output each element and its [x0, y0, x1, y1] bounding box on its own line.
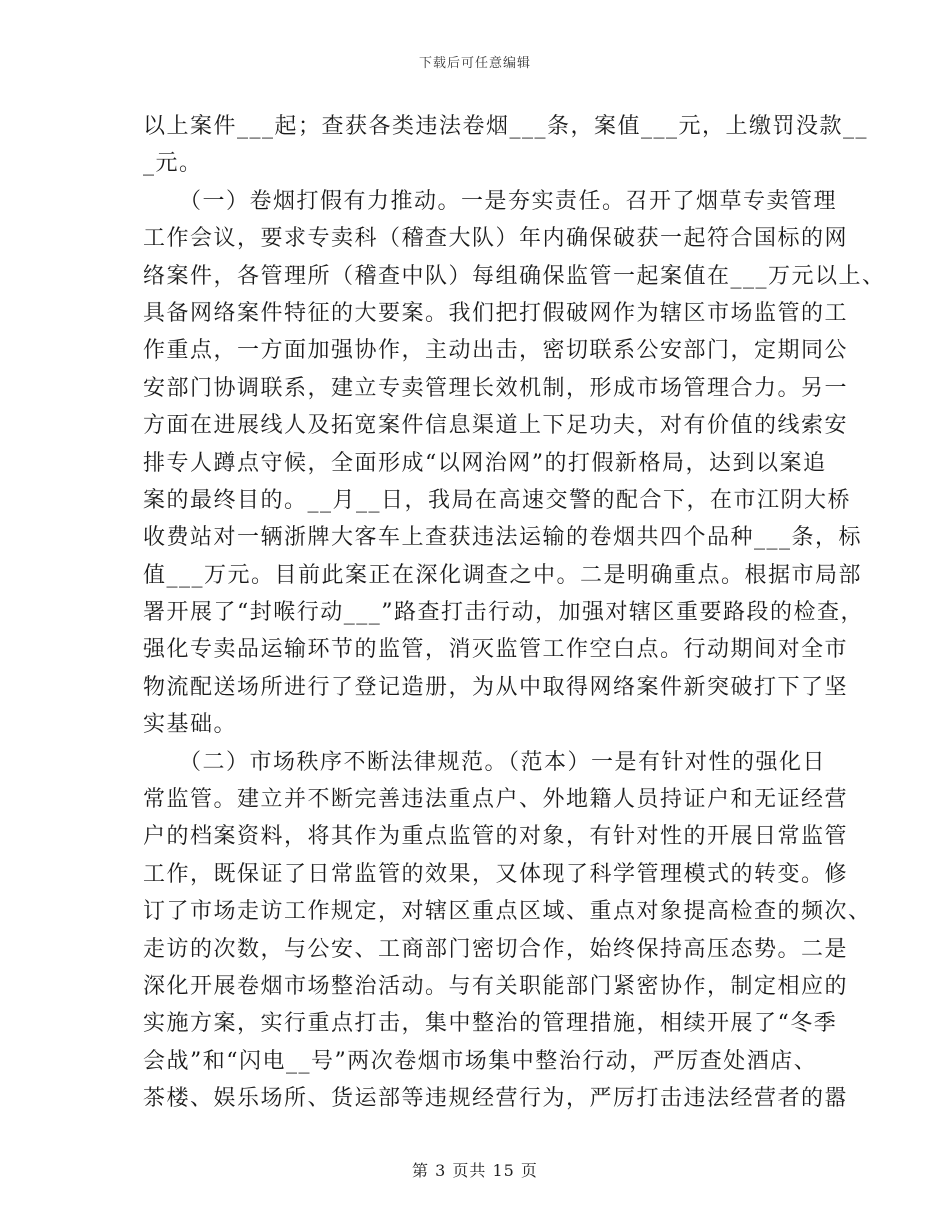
text-line: 实基础。 [143, 712, 238, 738]
text-line: 茶楼、娱乐场所、货运部等违规经营行为，严厉打击违法经营者的嚣 [143, 1086, 849, 1112]
text-line: 方面在进展线人及拓宽案件信息渠道上下足功夫，对有价值的线索安 [143, 413, 849, 439]
text-line: 值___万元。目前此案正在深化调查之中。二是明确重点。根据市局部 [143, 562, 863, 588]
text-line: 工作，既保证了日常监管的效果，又体现了科学管理模式的转变。修 [143, 861, 849, 887]
text-line: 工作会议，要求专卖科（稽查大队）年内确保破获一起符合国标的网 [143, 226, 849, 252]
text-line: 走访的次数，与公安、工商部门密切合作，始终保持高压态势。二是 [143, 936, 849, 962]
text-line: 络案件，各管理所（稽查中队）每组确保监管一起案值在___万元以上、 [143, 263, 886, 289]
page-header: 下载后可任意编辑 [418, 56, 531, 71]
text-line: 案的最终目的。__月__日，我局在高速交警的配合下，在市江阴大桥 [143, 487, 852, 513]
text-line: _元。 [143, 151, 203, 177]
text-line: 订了市场走访工作规定，对辖区重点区域、重点对象提高检查的频次、 [143, 899, 872, 925]
document-body [143, 108, 886, 1118]
text-line: 强化专卖品运输环节的监管，消灭监管工作空白点。行动期间对全市 [143, 637, 849, 663]
text-line: 实施方案，实行重点打击，集中整治的管理措施，相续开展了“冬季 [143, 1011, 838, 1037]
text-line: 具备网络案件特征的大要案。我们把打假破网作为辖区市场监管的工 [143, 300, 849, 326]
text-line: 收费站对一辆浙牌大客车上查获违法运输的卷烟共四个品种___条，标 [143, 525, 863, 551]
text-line: 作重点，一方面加强协作，主动出击，密切联系公安部门，定期同公 [143, 338, 849, 364]
text-line: 深化开展卷烟市场整治活动。与有关职能部门紧密协作，制定相应的 [143, 973, 849, 999]
text-line: 安部门协调联系，建立专卖管理长效机制，形成市场管理合力。另一 [143, 375, 849, 401]
text-line: 会战”和“闪电__号”两次卷烟市场集中整治行动，严厉查处酒店、 [143, 1048, 818, 1074]
text-line: 以上案件___起；查获各类违法卷烟___条，案值___元，上缴罚没款__ [143, 114, 869, 139]
text-line: （一）卷烟打假有力推动。一是夯实责任。召开了烟草专卖管理 [143, 188, 838, 214]
text-line: 排专人蹲点守候，全面形成“以网治网”的打假新格局，达到以案追 [143, 450, 827, 476]
page-number: 第 3 页共 15 页 [412, 1161, 538, 1180]
text-line: 户的档案资料，将其作为重点监管的对象，有针对性的开展日常监管 [143, 824, 849, 850]
text-line: 署开展了“封喉行动___”路查打击行动，加强对辖区重要路段的检查， [143, 600, 864, 626]
text-line: （二）市场秩序不断法律规范。（范本）一是有针对性的强化日 [143, 749, 827, 775]
text-line: 常监管。建立并不断完善违法重点户、外地籍人员持证户和无证经营 [143, 787, 849, 813]
text-line: 物流配送场所进行了登记造册，为从中取得网络案件新突破打下了坚 [143, 674, 849, 700]
